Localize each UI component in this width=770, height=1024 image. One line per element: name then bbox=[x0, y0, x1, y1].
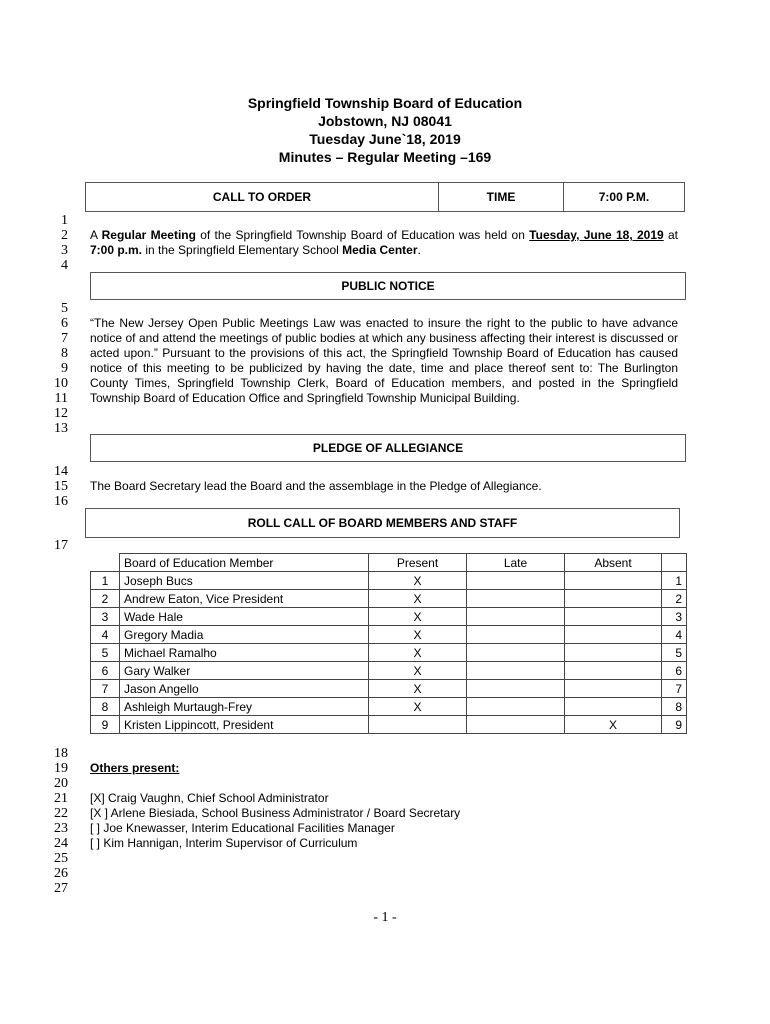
line-number: 24 bbox=[54, 836, 68, 851]
line-number: 7 bbox=[61, 331, 68, 346]
header-cell: Board of Education Member bbox=[120, 554, 369, 572]
line-number: 9 bbox=[61, 361, 68, 376]
line-number: 13 bbox=[54, 421, 68, 436]
line-number: 3 bbox=[61, 243, 68, 258]
header-cell: Present bbox=[369, 554, 467, 572]
pledge-title: PLEDGE OF ALLEGIANCE bbox=[312, 441, 464, 455]
row-number-right: 5 bbox=[662, 644, 687, 662]
table-row bbox=[91, 572, 687, 590]
member-name: Gregory Madia bbox=[120, 626, 369, 644]
row-number: 2 bbox=[91, 590, 120, 608]
line-number: 14 bbox=[54, 464, 68, 479]
pledge-text: The Board Secretary lead the Board and the assemblage in the Pledge of Allegiance. bbox=[90, 479, 542, 493]
line-number: 25 bbox=[54, 851, 68, 866]
call-to-order-box bbox=[85, 182, 685, 212]
intro-paragraph bbox=[90, 228, 678, 258]
row-number: 8 bbox=[91, 698, 120, 716]
line-number: 5 bbox=[61, 301, 68, 316]
intro-meeting-time: 7:00 p.m. bbox=[90, 243, 143, 257]
others-present-item: [X ] Arlene Biesiada, School Business Administrator / Board Secretary bbox=[90, 806, 461, 820]
absent-mark bbox=[565, 662, 662, 680]
document-header bbox=[0, 94, 770, 166]
table-row bbox=[91, 698, 687, 716]
absent-mark bbox=[565, 590, 662, 608]
intro-bold-regular-meeting: Regular Meeting bbox=[101, 228, 196, 242]
line-number: 2 bbox=[61, 228, 68, 243]
table-row bbox=[91, 680, 687, 698]
header-cell: Absent bbox=[565, 554, 662, 572]
public-notice-text: “The New Jersey Open Public Meetings Law was enacted to insure the right to the public to have advance notice of and attend the meetings of public bodies at which any business affecting their interest is discussed or acted upon.” Pursuant to the provisions of this act, the Springfield Township Board of Education has caused notice of this meeting to be publicized by having the date, time and place thereof sent to: The Burlington County Times, Springfield Township Clerk, Board of Education members, and posted in the Springfield Township Board of Education Office and Springfield Township Municipal Building. bbox=[90, 316, 678, 405]
line-number: 27 bbox=[54, 881, 68, 896]
present-mark: X bbox=[369, 572, 467, 590]
late-mark bbox=[467, 644, 565, 662]
table-row bbox=[91, 716, 687, 734]
present-mark: X bbox=[369, 590, 467, 608]
row-number: 6 bbox=[91, 662, 120, 680]
row-number: 4 bbox=[91, 626, 120, 644]
member-name: Ashleigh Murtaugh-Frey bbox=[120, 698, 369, 716]
call-to-order-label: CALL TO ORDER bbox=[86, 183, 439, 211]
line-number: 19 bbox=[54, 761, 68, 776]
present-mark: X bbox=[369, 698, 467, 716]
line-number: 1 bbox=[61, 213, 68, 228]
header-title: Springfield Township Board of Education bbox=[247, 95, 523, 111]
absent-mark bbox=[565, 608, 662, 626]
table-row bbox=[91, 608, 687, 626]
late-mark bbox=[467, 626, 565, 644]
others-present-item: [ ] Joe Knewasser, Interim Educational Facilities Manager bbox=[90, 821, 395, 835]
header-cell bbox=[91, 554, 120, 572]
present-mark bbox=[369, 716, 467, 734]
absent-mark bbox=[565, 644, 662, 662]
line-number: 16 bbox=[54, 494, 68, 509]
intro-meeting-date: Tuesday, June 18, 2019 bbox=[529, 228, 664, 242]
table-row bbox=[91, 662, 687, 680]
line-number: 6 bbox=[61, 316, 68, 331]
row-number-right: 4 bbox=[662, 626, 687, 644]
public-notice-box bbox=[90, 272, 686, 300]
intro-text: . bbox=[417, 243, 421, 257]
header-cell: Late bbox=[467, 554, 565, 572]
line-number: 23 bbox=[54, 821, 68, 836]
absent-mark bbox=[565, 698, 662, 716]
member-name: Jason Angello bbox=[120, 680, 369, 698]
line-number: 10 bbox=[54, 376, 68, 391]
others-present-section bbox=[90, 761, 678, 851]
row-number-right: 7 bbox=[662, 680, 687, 698]
roll-call-table bbox=[90, 553, 687, 734]
present-mark: X bbox=[369, 662, 467, 680]
member-name: Gary Walker bbox=[120, 662, 369, 680]
roll-call-title: ROLL CALL OF BOARD MEMBERS AND STAFF bbox=[247, 516, 518, 530]
others-present-title: Others present: bbox=[90, 761, 180, 775]
line-number: 11 bbox=[54, 391, 68, 406]
line-number: 4 bbox=[61, 258, 68, 273]
late-mark bbox=[467, 680, 565, 698]
row-number: 3 bbox=[91, 608, 120, 626]
table-row bbox=[91, 590, 687, 608]
intro-text: A bbox=[90, 228, 102, 242]
late-mark bbox=[467, 716, 565, 734]
line-number: 20 bbox=[54, 776, 68, 791]
line-number: 18 bbox=[54, 746, 68, 761]
row-number-right: 3 bbox=[662, 608, 687, 626]
late-mark bbox=[467, 572, 565, 590]
row-number: 9 bbox=[91, 716, 120, 734]
row-number: 1 bbox=[91, 572, 120, 590]
public-notice-title: PUBLIC NOTICE bbox=[341, 279, 435, 293]
row-number: 5 bbox=[91, 644, 120, 662]
row-number-right: 2 bbox=[662, 590, 687, 608]
row-number-right: 1 bbox=[662, 572, 687, 590]
table-row bbox=[91, 626, 687, 644]
line-number: 12 bbox=[54, 406, 68, 421]
intro-text: at bbox=[663, 228, 678, 242]
line-number: 15 bbox=[54, 479, 68, 494]
line-number: 22 bbox=[54, 806, 68, 821]
late-mark bbox=[467, 698, 565, 716]
header-location: Jobstown, NJ 08041 bbox=[318, 113, 452, 129]
member-name: Joseph Bucs bbox=[120, 572, 369, 590]
row-number-right: 9 bbox=[662, 716, 687, 734]
late-mark bbox=[467, 662, 565, 680]
row-number-right: 6 bbox=[662, 662, 687, 680]
present-mark: X bbox=[369, 644, 467, 662]
header-date: Tuesday June`18, 2019 bbox=[309, 131, 461, 147]
present-mark: X bbox=[369, 626, 467, 644]
header-cell bbox=[662, 554, 687, 572]
absent-mark bbox=[565, 680, 662, 698]
others-present-item: [ ] Kim Hannigan, Interim Supervisor of Curriculum bbox=[90, 836, 358, 850]
row-number-right: 8 bbox=[662, 698, 687, 716]
intro-text: in the Springfield Elementary School bbox=[142, 243, 343, 257]
intro-location: Media Center bbox=[342, 243, 418, 257]
line-number: 21 bbox=[54, 791, 68, 806]
late-mark bbox=[467, 590, 565, 608]
absent-mark: X bbox=[565, 716, 662, 734]
line-numbers bbox=[20, 0, 68, 1024]
member-name: Michael Ramalho bbox=[120, 644, 369, 662]
others-present-item: [X] Craig Vaughn, Chief School Administrator bbox=[90, 791, 329, 805]
absent-mark bbox=[565, 626, 662, 644]
time-label: TIME bbox=[439, 183, 564, 211]
row-number: 7 bbox=[91, 680, 120, 698]
present-mark: X bbox=[369, 680, 467, 698]
time-value: 7:00 P.M. bbox=[598, 190, 650, 204]
present-mark: X bbox=[369, 608, 467, 626]
intro-text: of the Springfield Township Board of Education was held on bbox=[195, 228, 530, 242]
late-mark bbox=[467, 608, 565, 626]
absent-mark bbox=[565, 572, 662, 590]
line-number: 17 bbox=[54, 538, 68, 553]
page-number: - 1 - bbox=[373, 910, 397, 925]
member-name: Andrew Eaton, Vice President bbox=[120, 590, 369, 608]
table-row bbox=[91, 644, 687, 662]
roll-call-box bbox=[85, 508, 680, 538]
member-name: Kristen Lippincott, President bbox=[120, 716, 369, 734]
header-meeting: Minutes – Regular Meeting –169 bbox=[278, 149, 492, 165]
line-number: 8 bbox=[61, 346, 68, 361]
table-header-row bbox=[91, 554, 687, 572]
line-number: 26 bbox=[54, 866, 68, 881]
pledge-box bbox=[90, 434, 686, 462]
member-name: Wade Hale bbox=[120, 608, 369, 626]
